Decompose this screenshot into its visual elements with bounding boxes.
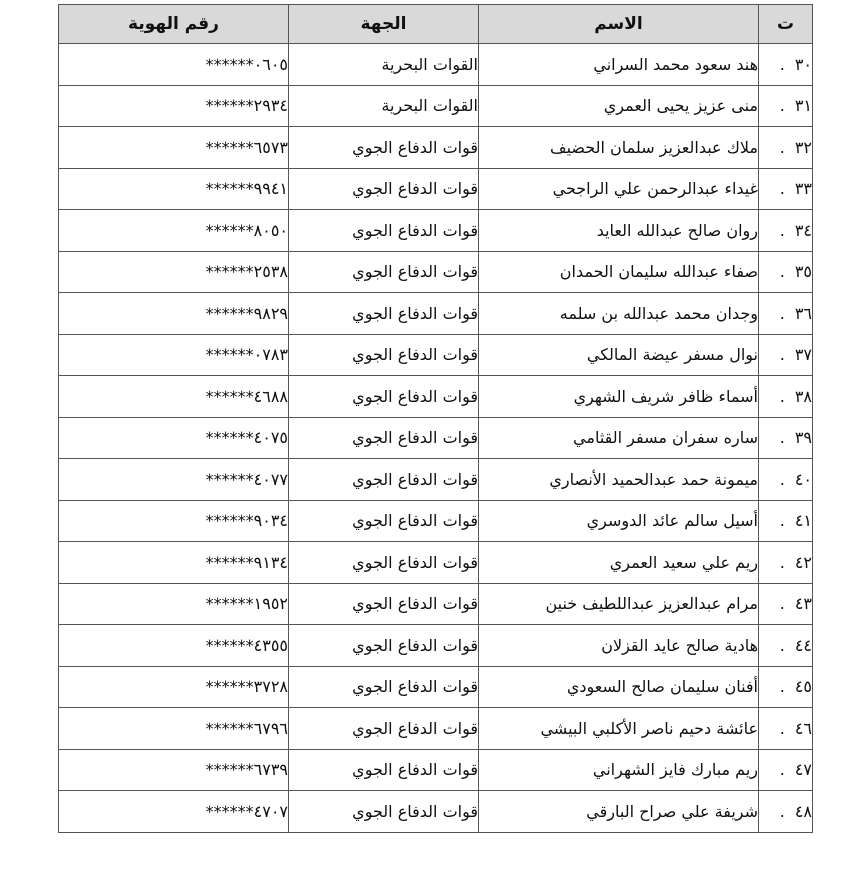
table-row [59, 583, 813, 625]
row-number-cell [759, 85, 813, 127]
row-id-cell [59, 168, 289, 210]
header-number: ت [759, 5, 813, 44]
row-number-cell [759, 334, 813, 376]
row-number-dot: . [779, 386, 785, 406]
row-id: ******٨٠٥٠ [205, 220, 288, 240]
row-name: شريفة علي صراح البارقي [479, 791, 759, 833]
row-id: ******١٩٥٢ [205, 594, 288, 614]
row-id: ******٦٧٣٩ [205, 760, 288, 780]
row-name: هادية صالح عايد القزلان [479, 625, 759, 667]
row-number-dot: . [779, 54, 785, 74]
row-name: هند سعود محمد السراني [479, 44, 759, 86]
row-id: ******٩٨٢٩ [205, 303, 288, 323]
row-number: ٤٧ [794, 760, 812, 780]
row-id-cell [59, 127, 289, 169]
row-number-cell [759, 376, 813, 418]
row-department: القوات البحرية [289, 44, 479, 86]
row-number-cell [759, 459, 813, 501]
row-department: قوات الدفاع الجوي [289, 791, 479, 833]
row-name: أفنان سليمان صالح السعودي [479, 666, 759, 708]
row-number-cell [759, 251, 813, 293]
row-department: قوات الدفاع الجوي [289, 417, 479, 459]
table-row [59, 210, 813, 252]
table-row [59, 127, 813, 169]
row-department: قوات الدفاع الجوي [289, 625, 479, 667]
row-number-dot: . [779, 96, 785, 116]
row-number-dot: . [779, 179, 785, 199]
header-id: رقم الهوية [59, 5, 289, 44]
row-id-cell [59, 459, 289, 501]
row-name: أسماء ظافر شريف الشهري [479, 376, 759, 418]
row-department: قوات الدفاع الجوي [289, 293, 479, 335]
row-number: ٣٩ [794, 428, 812, 448]
row-id-cell [59, 500, 289, 542]
row-number-cell [759, 44, 813, 86]
row-department: قوات الدفاع الجوي [289, 334, 479, 376]
row-number-dot: . [779, 552, 785, 572]
row-number: ٤٥ [794, 677, 812, 697]
row-name: نوال مسفر عيضة المالكي [479, 334, 759, 376]
row-department: قوات الدفاع الجوي [289, 583, 479, 625]
row-number-dot: . [779, 469, 785, 489]
row-id-cell [59, 666, 289, 708]
table-row [59, 251, 813, 293]
row-department: قوات الدفاع الجوي [289, 708, 479, 750]
table-row [59, 85, 813, 127]
row-number-cell [759, 791, 813, 833]
table-row [59, 168, 813, 210]
row-name: عائشة دحيم ناصر الأكلبي البيشي [479, 708, 759, 750]
row-id-cell [59, 251, 289, 293]
row-number: ٤٣ [794, 594, 812, 614]
row-number-dot: . [779, 428, 785, 448]
row-department: قوات الدفاع الجوي [289, 749, 479, 791]
row-name: ملاك عبدالعزيز سلمان الحضيف [479, 127, 759, 169]
row-number: ٣٢ [794, 137, 812, 157]
row-number: ٣٦ [794, 303, 812, 323]
row-number: ٣٠ [794, 54, 812, 74]
row-number-cell [759, 500, 813, 542]
row-number-cell [759, 293, 813, 335]
row-number-dot: . [779, 511, 785, 531]
row-id-cell [59, 293, 289, 335]
row-number-dot: . [779, 220, 785, 240]
row-number: ٤٦ [794, 718, 812, 738]
row-id-cell [59, 542, 289, 584]
table-row [59, 44, 813, 86]
row-number-cell [759, 708, 813, 750]
table-row [59, 666, 813, 708]
row-number-cell [759, 168, 813, 210]
row-name: منى عزيز يحيى العمري [479, 85, 759, 127]
row-number-dot: . [779, 594, 785, 614]
row-department: قوات الدفاع الجوي [289, 127, 479, 169]
header-name: الاسم [479, 5, 759, 44]
row-department: القوات البحرية [289, 85, 479, 127]
row-name: ساره سفران مسفر القثامي [479, 417, 759, 459]
row-id-cell [59, 44, 289, 86]
row-id: ******٦٥٧٣ [205, 137, 288, 157]
row-number-dot: . [779, 345, 785, 365]
row-number-dot: . [779, 303, 785, 323]
row-name: مرام عبدالعزيز عبداللطيف خنين [479, 583, 759, 625]
row-id: ******٢٥٣٨ [205, 262, 288, 282]
row-id-cell [59, 708, 289, 750]
row-department: قوات الدفاع الجوي [289, 459, 479, 501]
table-row [59, 625, 813, 667]
row-number-dot: . [779, 677, 785, 697]
row-id: ******٣٧٢٨ [205, 677, 288, 697]
row-number-dot: . [779, 635, 785, 655]
table-row [59, 542, 813, 584]
table-row [59, 791, 813, 833]
row-department: قوات الدفاع الجوي [289, 376, 479, 418]
row-number-dot: . [779, 262, 785, 282]
table-row [59, 334, 813, 376]
row-id: ******٤٧٠٧ [205, 801, 288, 821]
table-row [59, 293, 813, 335]
row-number: ٤٨ [794, 801, 812, 821]
row-name: روان صالح عبدالله العايد [479, 210, 759, 252]
row-number: ٣٤ [794, 220, 812, 240]
row-number-cell [759, 749, 813, 791]
row-name: ريم مبارك فايز الشهراني [479, 749, 759, 791]
table-body [59, 44, 813, 833]
row-number-dot: . [779, 718, 785, 738]
row-number-cell [759, 583, 813, 625]
row-id: ******٩٠٣٤ [205, 511, 288, 531]
row-number-cell [759, 542, 813, 584]
row-id-cell [59, 791, 289, 833]
row-name: ميمونة حمد عبدالحميد الأنصاري [479, 459, 759, 501]
row-number-cell [759, 210, 813, 252]
row-number: ٤١ [794, 511, 812, 531]
row-id: ******٠٦٠٥ [205, 54, 288, 74]
row-id-cell [59, 210, 289, 252]
row-name: ريم علي سعيد العمري [479, 542, 759, 584]
header-row [59, 5, 813, 44]
table-row [59, 749, 813, 791]
row-id: ******٠٧٨٣ [205, 345, 288, 365]
table-header [59, 5, 813, 44]
row-number: ٤٤ [794, 635, 812, 655]
row-name: أسيل سالم عائد الدوسري [479, 500, 759, 542]
row-id-cell [59, 625, 289, 667]
row-department: قوات الدفاع الجوي [289, 168, 479, 210]
roster-table [58, 4, 813, 833]
row-number: ٤٢ [794, 552, 812, 572]
row-department: قوات الدفاع الجوي [289, 210, 479, 252]
row-id: ******٤٠٧٧ [205, 469, 288, 489]
table-row [59, 376, 813, 418]
row-id: ******٤٣٥٥ [205, 635, 288, 655]
row-id-cell [59, 417, 289, 459]
row-id: ******٦٧٩٦ [205, 718, 288, 738]
row-id: ******٤٦٨٨ [205, 386, 288, 406]
header-department: الجهة [289, 5, 479, 44]
table-row [59, 459, 813, 501]
row-name: صفاء عبدالله سليمان الحمدان [479, 251, 759, 293]
row-id-cell [59, 749, 289, 791]
row-number: ٣٨ [794, 386, 812, 406]
table-row [59, 500, 813, 542]
row-name: غيداء عبدالرحمن علي الراجحي [479, 168, 759, 210]
row-department: قوات الدفاع الجوي [289, 666, 479, 708]
row-number: ٣١ [794, 96, 812, 116]
row-id: ******٢٩٣٤ [205, 96, 288, 116]
row-department: قوات الدفاع الجوي [289, 500, 479, 542]
row-department: قوات الدفاع الجوي [289, 542, 479, 584]
row-number-cell [759, 417, 813, 459]
row-department: قوات الدفاع الجوي [289, 251, 479, 293]
row-id-cell [59, 583, 289, 625]
row-number: ٣٧ [794, 345, 812, 365]
row-name: وجدان محمد عبدالله بن سلمه [479, 293, 759, 335]
row-number: ٣٣ [794, 179, 812, 199]
row-id-cell [59, 334, 289, 376]
row-number-cell [759, 625, 813, 667]
row-number: ٤٠ [794, 469, 812, 489]
row-id-cell [59, 376, 289, 418]
row-number-cell [759, 666, 813, 708]
row-number-dot: . [779, 760, 785, 780]
row-id-cell [59, 85, 289, 127]
table-row [59, 708, 813, 750]
row-number-dot: . [779, 137, 785, 157]
table-row [59, 417, 813, 459]
row-number-cell [759, 127, 813, 169]
row-number: ٣٥ [794, 262, 812, 282]
row-id: ******٩٩٤١ [205, 179, 288, 199]
row-id: ******٩١٣٤ [205, 552, 288, 572]
row-id: ******٤٠٧٥ [205, 428, 288, 448]
row-number-dot: . [779, 801, 785, 821]
